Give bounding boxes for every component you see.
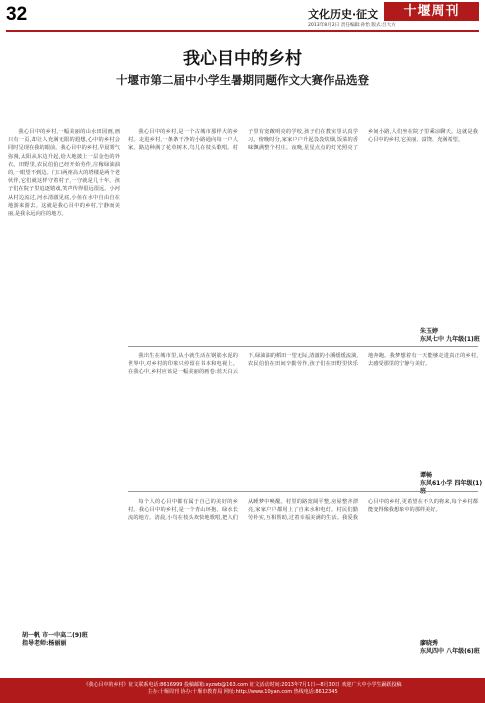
essay-1-byline <box>22 632 88 648</box>
footer-line-1: 《我心目中的乡村》征文联系电话:8616999 投稿邮箱:syzwb@163.com 征文活动时间:2013年7月1日—8月30日 欢迎广大中小学生踊跃投稿 <box>83 682 402 688</box>
essay-1-text: 我心目中的乡村,一幅美丽的山水田园画,画只有一页,却让人充满无限的遐想,心中的乡村会同时呈现在我的眼前。我心目中的乡村,早晨雾气弥漫,太阳从东边升起,给大地披上一层金色的外衣。田野里,农民伯伯已经开始劳作,庄稼绿油油的,一眼望不到边。门口两座高大的塔楼是两个老伙伴,它们就这样守着村子,一守就是几十年。孩子们在院子里追逐嬉戏,笑声传得很远很远。小河从村边流过,河水清澈见底,小鱼在水中自由自在地游来游去。这就是我心目中的乡村,宁静而美丽,是我永远向往的地方。 <box>8 129 120 218</box>
essay-3-body <box>128 352 478 474</box>
footer-line-2: 主办:十堰周刊 协办:十堰市教育局 网址:http://www.10yan.com 热线电话:8612345 <box>147 689 338 695</box>
masthead: 十堰周刊 <box>384 2 479 21</box>
essay-3-author: 谭畅 <box>420 472 433 479</box>
header-rule <box>6 30 479 32</box>
page-header <box>0 0 485 30</box>
footer-banner <box>0 678 485 703</box>
essay-3-byline <box>420 472 485 496</box>
essay-2-text: 我心目中的乡村,是一个古城市那样大的乡村。走进乡村,一条条干净的小路通向每一户人家。路边种满了花草树木,鸟儿在枝头歌唱。村子里有宽敞明亮的学校,孩子们在教室里认真学习。傍晚时分,家家户户升起袅袅炊烟,饭菜的香味飘满整个村庄。夜晚,星星点点的灯光照亮了乡间小路,人们坐在院子里乘凉聊天。这就是我心目中的乡村,它美丽、富饶、充满希望。 <box>128 129 478 152</box>
section-divider-1 <box>128 346 478 347</box>
essay-2-byline <box>420 328 480 344</box>
page-number: 32 <box>6 4 28 25</box>
essay-4-body <box>128 498 478 638</box>
essay-4-text: 每个人的心目中都有属于自己的美好的乡村。我心目中的乡村,是一个青山环抱、绿水长流的地方。清晨,小鸟在枝头欢快地歌唱,把人们从睡梦中唤醒。村里的路宽阔平整,房屋整齐漂亮,家家户户都用上了自来水和电灯。村民们勤劳朴实,互相帮助,过着幸福美满的生活。我爱我心目中的乡村,更希望在不久的将来,每个乡村都能变得像我想象中的那样美好。 <box>128 499 478 522</box>
essay-2-teacher: 东风七中 九年级(1)班 <box>420 336 480 343</box>
essay-2-body <box>128 128 478 333</box>
essay-3-text: 我出生在城市里,从小就生活在钢筋水泥的世界中,对乡村的印象只停留在书本和电视上。在我心中,乡村应该是一幅美丽的画卷:蓝天白云下,绿油油的稻田一望无际,清澈的小溪缓缓流淌,农民伯伯在田间辛勤劳作,孩子们在田野里快乐地奔跑。我梦想着有一天能够走进真正的乡村,去感受那里的宁静与美好。 <box>128 353 478 376</box>
essay-1-teacher: 指导老师:杨丽丽 <box>22 640 67 647</box>
section-title: 文化历史·征文 <box>308 8 379 21</box>
essay-4-teacher: 东风四中 八年级(6)班 <box>420 648 480 655</box>
essay-4-author: 廖晓秀 <box>420 640 439 647</box>
essay-3-teacher: 东风61小学 四年级(1) <box>420 480 483 487</box>
essay-1-body <box>8 128 120 553</box>
article-headline: 我心目中的乡村 <box>183 49 302 69</box>
section-divider-2 <box>128 491 478 492</box>
essay-1-author: 胡一帆 市一中高二(9)班 <box>22 632 88 639</box>
article-subheadline: 十堰市第二届中小学生暑期同题作文大赛作品选登 <box>116 73 369 87</box>
dateline: 2013年8月2日 责任编辑:孙怡 版式:吕大方 <box>308 23 396 28</box>
essay-4-byline <box>420 640 480 656</box>
essay-2-author: 朱玉婷 <box>420 328 439 335</box>
